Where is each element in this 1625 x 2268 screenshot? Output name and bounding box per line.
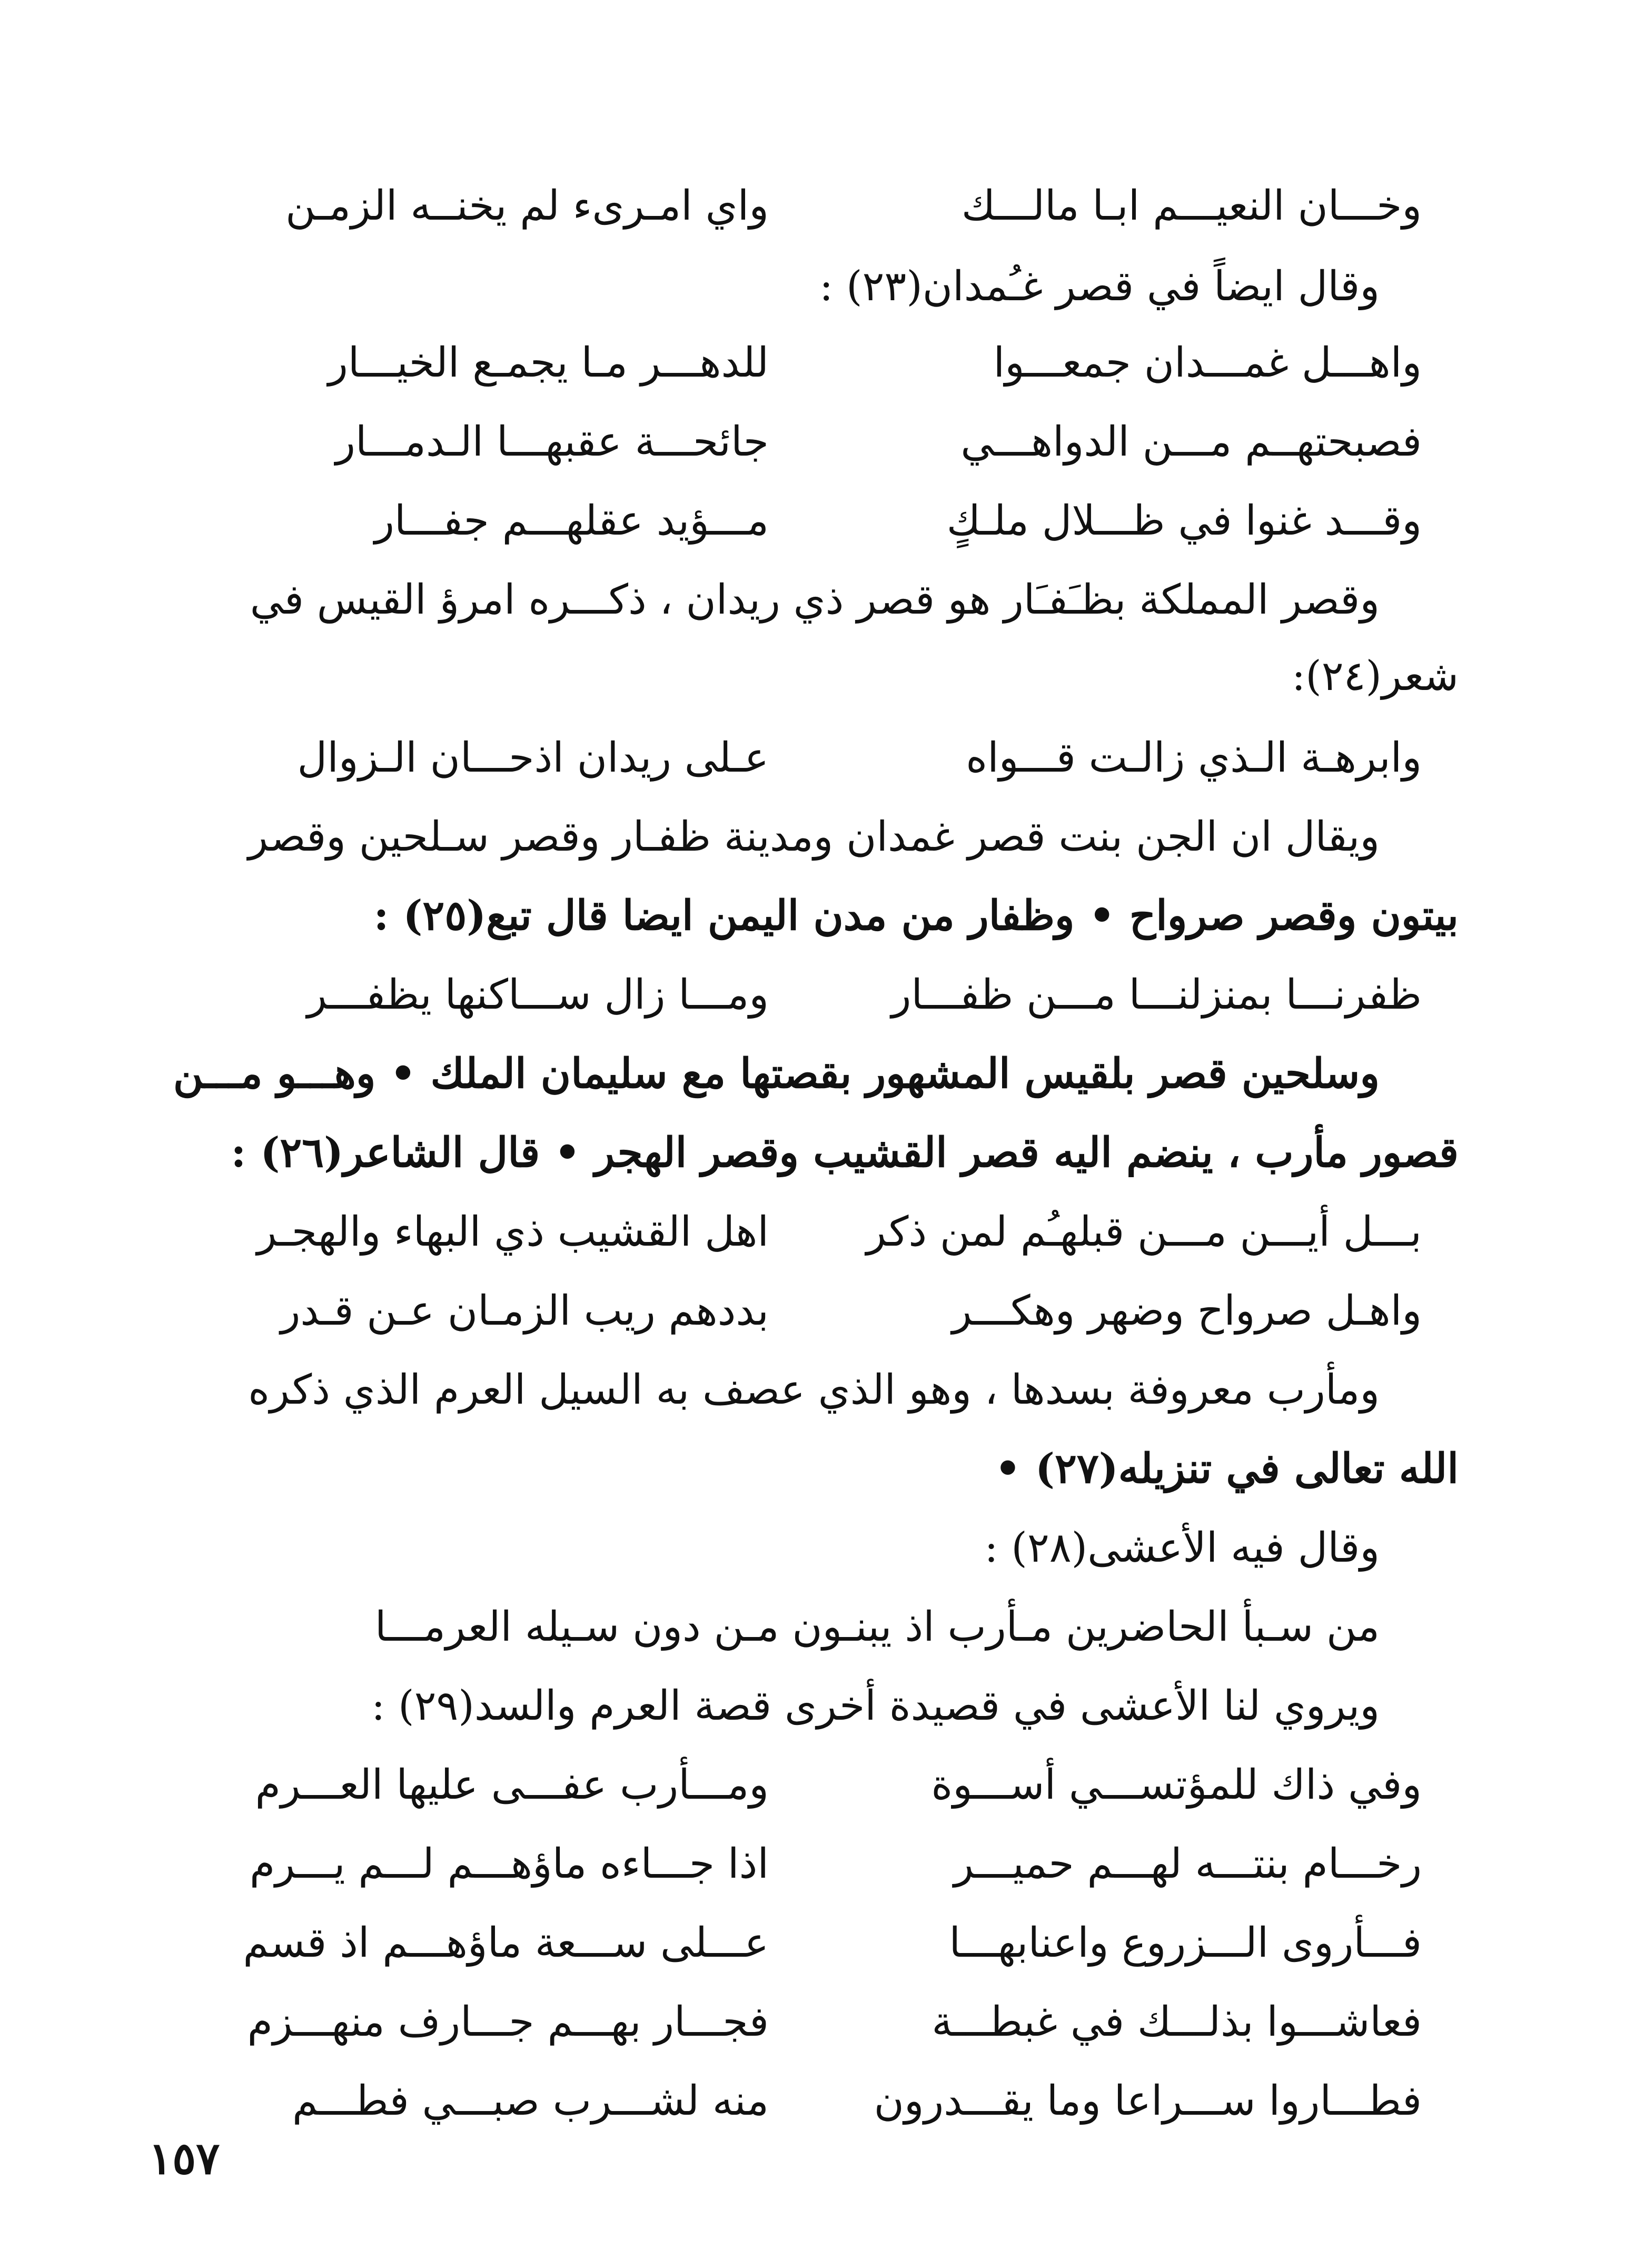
verse-first-hemistich: فـــأروى الـــزروع واعنابهـــا xyxy=(949,1919,1422,1967)
prose-line: وقال ايضاً في قصر غـُمدان(٢٣) : xyxy=(819,263,1380,310)
verse-first-hemistich: بـــل أيـــن مـــن قبلهـُم لمن ذكر xyxy=(866,1208,1422,1256)
verse-second-hemistich: فجـــار بهـــم جـــارف منهـــزم xyxy=(247,1998,769,2046)
verse-second-hemistich: عـــلى ســـعة ماؤهـــم اذ قسم xyxy=(243,1919,769,1967)
verse-first-hemistich: ظفرنـــا بمنزلنـــا مـــن ظفـــار xyxy=(891,971,1422,1019)
verse-second-hemistich: اذا جـــاءه ماؤهـــم لـــم يـــرم xyxy=(250,1840,769,1888)
prose-line: ومأرب معروفة بسدها ، وهو الذي عصف به السيل العرم الذي ذكره xyxy=(248,1366,1380,1414)
verse-first-hemistich: رخـــام بنتـــه لهـــم حميـــر xyxy=(954,1840,1422,1888)
verse-first-hemistich: وابرهـة الـذي زالـت قـــواه xyxy=(966,734,1422,782)
prose-line: ويروي لنا الأعشى في قصيدة أخرى قصة العرم والسد(٢٩) : xyxy=(371,1682,1380,1730)
verse-second-hemistich: واي امـرىء لم يخنــه الزمـن xyxy=(285,182,769,230)
page-number: ١٥٧ xyxy=(148,2132,220,2184)
prose-line: شعر(٢٤): xyxy=(1292,653,1459,700)
prose-line: الله تعالى في تنزيله(٢٧) • xyxy=(995,1445,1459,1493)
verse-second-hemistich: ومـــا زال ســـاكنها يظفـــر xyxy=(307,971,769,1019)
prose-line: من سـبأ الحاضرين مـأرب اذ يبنـون مـن دون سـيله العرمـــا xyxy=(374,1603,1380,1651)
verse-first-hemistich: واهـل صرواح وضهر وهكـــر xyxy=(952,1287,1422,1335)
prose-line: قصور مأرب ، ينضم اليه قصر القشيب وقصر الهجر • قال الشاعر(٢٦) : xyxy=(231,1129,1459,1177)
verse-first-hemistich: وخـــان النعيـــم ابـا مالـــك xyxy=(961,182,1422,230)
verse-second-hemistich: منه لشـــرب صبـــي فطـــم xyxy=(292,2077,769,2125)
verse-second-hemistich: عـلى ريدان اذحـــان الـزوال xyxy=(297,734,769,782)
verse-second-hemistich: جائحـــة عقبهـــا الـدمـــار xyxy=(335,418,769,466)
prose-line: وقال فيه الأعشى(٢٨) : xyxy=(984,1524,1380,1572)
verse-second-hemistich: للدهـــر مـا يجمـع الخيـــار xyxy=(328,339,769,387)
verse-first-hemistich: وقـــد غنوا في ظـــلال ملـكٍ xyxy=(946,497,1422,545)
verse-second-hemistich: مـــؤيد عقلهـــم جفـــار xyxy=(374,497,769,545)
verse-first-hemistich: فعاشـــوا بذلـــك في غبطـــة xyxy=(932,1998,1422,2046)
verse-second-hemistich: ومـــأرب عفـــى عليها العـــرم xyxy=(255,1761,769,1809)
verse-second-hemistich: بددهم ريب الزمـان عـن قـدر xyxy=(280,1287,769,1335)
verse-second-hemistich: اهل القشيب ذي البهاء والهجـر xyxy=(256,1208,769,1256)
prose-line: بيتون وقصر صرواح • وظفار من مدن اليمن ايضا قال تبع(٢٥) : xyxy=(373,892,1459,940)
verse-first-hemistich: فطـــاروا ســـراعا وما يقـــدرون xyxy=(874,2077,1422,2125)
prose-line: وقصر المملكة بظـَفـَار هو قصر ذي ريدان ، ذكـــره امرؤ القيس في xyxy=(250,576,1380,624)
verse-first-hemistich: وفي ذاك للمؤتســـي أســـوة xyxy=(931,1761,1422,1809)
verse-first-hemistich: واهـــل غمـــدان جمعـــوا xyxy=(993,339,1422,387)
verse-first-hemistich: فصبحتهــم مـــن الدواهـــي xyxy=(960,418,1422,466)
prose-line: وسلحين قصر بلقيس المشهور بقصتها مع سليمان الملك • وهـــو مـــن xyxy=(173,1050,1380,1098)
prose-line: ويقال ان الجن بنت قصر غمدان ومدينة ظفـار وقصر سـلحين وقصر xyxy=(248,813,1380,861)
